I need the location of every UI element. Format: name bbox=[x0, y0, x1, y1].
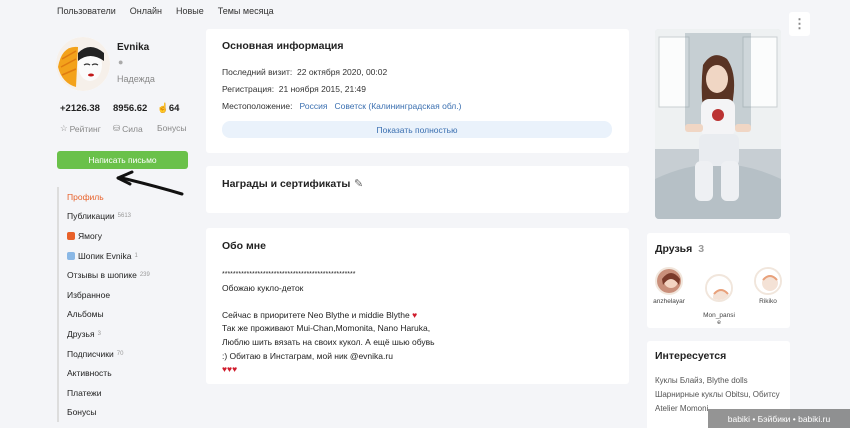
sidebar-item-bonuses[interactable] bbox=[59, 403, 207, 423]
basic-info-card bbox=[206, 29, 629, 153]
about-line bbox=[222, 295, 435, 309]
last-visit-label: Последний визит: bbox=[222, 67, 293, 77]
profile-stats bbox=[60, 103, 197, 134]
sidebar-item-label: Бонусы bbox=[67, 407, 97, 418]
sidebar-item-publications[interactable] bbox=[59, 207, 207, 227]
about-text bbox=[222, 268, 435, 377]
friends-card bbox=[647, 233, 790, 328]
interests-title: Интересуется bbox=[655, 350, 727, 362]
last-visit-row bbox=[222, 67, 387, 77]
sidebar-item-shop[interactable] bbox=[59, 246, 207, 266]
basic-info-title: Основная информация bbox=[222, 40, 344, 52]
country-link[interactable]: Россия bbox=[299, 101, 328, 111]
about-line: Люблю шить вязать на своих кукол. А ещё шью обувь bbox=[222, 336, 435, 347]
sidebar-item-count: 1 bbox=[134, 252, 138, 259]
about-line-with-heart bbox=[222, 309, 435, 323]
sidebar-item-profile[interactable] bbox=[59, 187, 207, 207]
sidebar-item-label: Избранное bbox=[67, 289, 111, 300]
more-vertical-icon[interactable]: ⋮ bbox=[789, 12, 810, 36]
sidebar-item-count: 3 bbox=[97, 330, 101, 337]
avatar[interactable] bbox=[56, 37, 110, 91]
about-line: Сейчас в приоритете Neo Blythe и middie Blythe bbox=[222, 309, 410, 320]
about-line: :) Обитаю в Инстаграм, мой ник @evnika.ru bbox=[222, 350, 393, 361]
friend-avatar bbox=[754, 267, 782, 295]
top-nav bbox=[57, 6, 274, 16]
rating-stat[interactable] bbox=[60, 103, 113, 134]
friend-name: Mon_pansi е bbox=[703, 312, 735, 326]
write-message-button[interactable]: Написать письмо bbox=[57, 151, 188, 169]
friend-item[interactable] bbox=[751, 267, 785, 305]
friends-count: 3 bbox=[698, 243, 705, 255]
sidebar-item-albums[interactable] bbox=[59, 305, 207, 325]
power-stat[interactable] bbox=[113, 103, 157, 134]
sidebar-item-label: Активность bbox=[67, 368, 112, 379]
sidebar-item-label: Друзья bbox=[67, 328, 95, 339]
friend-item[interactable] bbox=[652, 267, 686, 305]
friend-avatar bbox=[655, 267, 683, 295]
friend-name: anzhelayar bbox=[653, 298, 685, 305]
sidebar-item-label: Отзывы в шопике bbox=[67, 270, 137, 281]
registration-label: Регистрация: bbox=[222, 84, 275, 94]
online-status-dot: ● bbox=[118, 57, 124, 67]
sidebar-item-label: Альбомы bbox=[67, 309, 104, 320]
location-label: Местоположение: bbox=[222, 101, 293, 111]
sidebar-item-yamogu[interactable] bbox=[59, 226, 207, 246]
profile-name: Evnika bbox=[117, 42, 150, 53]
friend-name: Rikiko bbox=[759, 298, 777, 305]
sidebar-item-activity[interactable] bbox=[59, 363, 207, 383]
nav-new[interactable]: Новые bbox=[175, 6, 204, 16]
sidebar-item-shop-reviews[interactable] bbox=[59, 265, 207, 285]
profile-sidebar-menu bbox=[57, 187, 207, 422]
interest-item[interactable]: Atelier Momoni bbox=[655, 404, 709, 413]
sidebar-item-label: Платежи bbox=[67, 387, 102, 398]
registration-row bbox=[222, 84, 366, 94]
sidebar-item-subscribers[interactable] bbox=[59, 344, 207, 364]
registration-value: 21 ноября 2015, 21:49 bbox=[278, 84, 367, 94]
bonus-label: Бонусы bbox=[157, 123, 187, 133]
last-visit-value: 22 октября 2020, 00:02 bbox=[297, 67, 388, 77]
profile-status: Надежда bbox=[117, 74, 155, 84]
friend-item[interactable] bbox=[702, 267, 736, 326]
location-row bbox=[222, 101, 461, 111]
power-label: Сила bbox=[122, 123, 143, 134]
friends-title-label: Друзья bbox=[655, 243, 693, 255]
watermark: babiki • Бэйбики • babiki.ru bbox=[708, 409, 850, 428]
about-line: ************************************************* bbox=[222, 271, 356, 278]
bonus-stat[interactable] bbox=[157, 103, 197, 134]
power-value: 8956.62 bbox=[113, 103, 148, 114]
shop-icon bbox=[67, 252, 75, 260]
about-card bbox=[206, 228, 629, 384]
about-title: Обо мне bbox=[222, 240, 266, 252]
city-link[interactable]: Советск (Калининградская обл.) bbox=[334, 101, 462, 111]
show-full-button[interactable]: Показать полностью bbox=[222, 121, 612, 138]
hand-icon: ☝ bbox=[157, 103, 169, 114]
interest-item[interactable]: Шарнирные куклы Obitsu, Обитсу bbox=[655, 390, 780, 399]
hearts-icon: ♥♥♥ bbox=[222, 364, 238, 375]
sidebar-item-label: Подписчики bbox=[67, 348, 114, 359]
friends-title bbox=[655, 243, 704, 255]
yamogu-icon bbox=[67, 232, 75, 240]
nav-online[interactable]: Онлайн bbox=[129, 6, 162, 16]
sidebar-item-favorites[interactable] bbox=[59, 285, 207, 305]
pencil-icon[interactable]: ✎ bbox=[354, 178, 364, 190]
awards-card bbox=[206, 166, 629, 213]
sidebar-item-label: Профиль bbox=[67, 191, 104, 202]
sidebar-item-count: 70 bbox=[116, 350, 124, 357]
sidebar-item-friends[interactable] bbox=[59, 324, 207, 344]
heart-icon: ♥ bbox=[412, 309, 418, 320]
nav-users[interactable]: Пользователи bbox=[57, 6, 116, 16]
profile-photo[interactable] bbox=[655, 29, 781, 219]
sidebar-item-label: Ямогу bbox=[78, 230, 103, 241]
sidebar-item-count: 5613 bbox=[117, 213, 132, 220]
sidebar-item-label: Шопик Evnika bbox=[78, 250, 132, 261]
sidebar-item-count: 239 bbox=[139, 272, 150, 279]
interest-item[interactable]: Куклы Блайз, Blythe dolls bbox=[655, 376, 748, 385]
database-icon: ⛁ bbox=[113, 123, 121, 133]
nav-month-topics[interactable]: Темы месяца bbox=[217, 6, 274, 16]
sidebar-item-payments[interactable] bbox=[59, 383, 207, 403]
rating-value: +2126.38 bbox=[60, 103, 100, 114]
friend-avatar bbox=[705, 274, 733, 302]
sidebar-item-label: Публикации bbox=[67, 211, 115, 222]
star-icon: ☆ bbox=[60, 123, 68, 133]
about-line: Обожаю кукло-деток bbox=[222, 282, 304, 293]
rating-label: Рейтинг bbox=[69, 123, 101, 134]
about-line: Так же проживают Mui-Chan,Momonita, Nano Haruka, bbox=[222, 323, 431, 334]
awards-title: Награды и сертификаты bbox=[222, 178, 351, 190]
bonus-value: 64 bbox=[168, 103, 180, 114]
